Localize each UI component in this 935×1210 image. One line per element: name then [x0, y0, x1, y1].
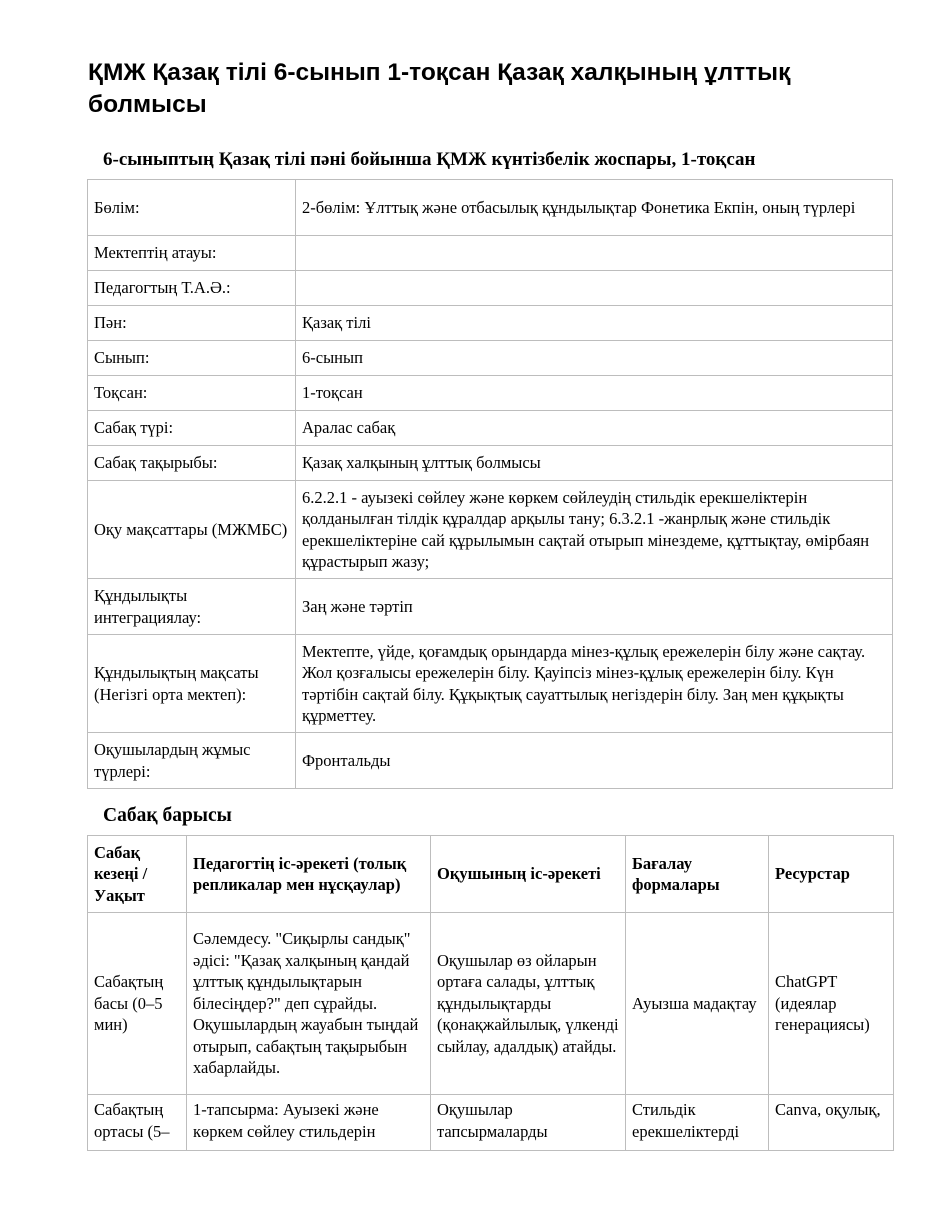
info-label: Сабақ тақырыбы:: [88, 446, 296, 481]
info-value: 2-бөлім: Ұлттық және отбасылық құндылықтар Фонетика Екпін, оның түрлері: [296, 180, 893, 236]
info-value: 6-сынып: [296, 341, 893, 376]
info-value: Заң және тәртіп: [296, 579, 893, 635]
table-row: [88, 635, 893, 733]
info-label: Оқу мақсаттары (МЖМБС): [88, 481, 296, 579]
table-row: [88, 733, 893, 789]
column-header-resources: Ресурстар: [769, 836, 894, 913]
lesson-flow-heading: Сабақ барысы: [103, 805, 232, 826]
table-cell: Сабақтың басы (0–5 мин): [88, 913, 187, 1095]
info-label: Оқушылардың жұмыс түрлері:: [88, 733, 296, 789]
plan-subtitle: 6-сыныптың Қазақ тілі пәні бойынша ҚМЖ күнтізбелік жоспары, 1-тоқсан: [103, 149, 756, 170]
column-header-stage: Сабақ кезеңі / Уақыт: [88, 836, 187, 913]
table-cell: ChatGPT (идеялар генерациясы): [769, 913, 894, 1095]
info-value: Мектепте, үйде, қоғамдық орындарда мінез-құлық ережелерін білу және сақтау. Жол қозғалысы ережелерін білу. Қауіпсіз мінез-құлық ережелерін білу. Күн тәртібін сақтай білу. Құқықтық сауаттылық негіздерін білу. Заң мен құқықты құрметтеу.: [296, 635, 893, 733]
table-row: [88, 1095, 894, 1151]
info-label: Құндылықтың мақсаты (Негізгі орта мектеп):: [88, 635, 296, 733]
lesson-flow-table: [87, 835, 894, 1151]
column-header-assessment: Бағалау формалары: [626, 836, 769, 913]
info-value: 1-тоқсан: [296, 376, 893, 411]
lesson-info-table: [87, 179, 893, 789]
table-row: [88, 376, 893, 411]
table-row: [88, 306, 893, 341]
info-value: 6.2.2.1 - ауызекі сөйлеу және көркем сөйлеудің стильдік ерекшеліктерін қолданылған тілдік құралдар арқылы тану; 6.3.2.1 -жанрлық және стильдік ерекшеліктеріне сай құрылымын сақтай отырып мінездеме, құттықтау, өмірбаян құрастырып жазу;: [296, 481, 893, 579]
table-row: [88, 913, 894, 1095]
info-value: Фронтальды: [296, 733, 893, 789]
table-cell: Оқушылар тапсырмаларды: [431, 1095, 626, 1151]
table-row: [88, 411, 893, 446]
document-title: ҚМЖ Қазақ тілі 6-сынып 1-тоқсан Қазақ халқының ұлттық болмысы: [88, 59, 791, 118]
table-row: [88, 481, 893, 579]
info-label: Бөлім:: [88, 180, 296, 236]
table-row: [88, 446, 893, 481]
table-row: [88, 236, 893, 271]
table-row: [88, 341, 893, 376]
column-header-student-activity: Оқушының іс-әрекеті: [431, 836, 626, 913]
info-label: Тоқсан:: [88, 376, 296, 411]
table-cell: 1-тапсырма: Ауызекі және көркем сөйлеу стильдерін: [187, 1095, 431, 1151]
table-row: [88, 271, 893, 306]
info-label: Сабақ түрі:: [88, 411, 296, 446]
table-cell: Стильдік ерекшеліктерді: [626, 1095, 769, 1151]
info-value: [296, 271, 893, 306]
table-cell: Ауызша мадақтау: [626, 913, 769, 1095]
info-value: [296, 236, 893, 271]
table-cell: Оқушылар өз ойларын ортаға салады, ұлттық құндылықтарды (қонақжайлылық, үлкенді сыйлау, адалдық) атайды.: [431, 913, 626, 1095]
info-value: Қазақ халқының ұлттық болмысы: [296, 446, 893, 481]
table-row: [88, 180, 893, 236]
column-header-teacher-activity: Педагогтің іс-әрекеті (толық репликалар мен нұсқаулар): [187, 836, 431, 913]
table-cell: Сабақтың ортасы (5–: [88, 1095, 187, 1151]
info-value: Қазақ тілі: [296, 306, 893, 341]
table-header-row: [88, 836, 894, 913]
info-label: Педагогтың Т.А.Ә.:: [88, 271, 296, 306]
table-cell: Сәлемдесу. "Сиқырлы сандық" әдісі: "Қазақ халқының қандай ұлттық құндылықтарын білесіңдер?" деп сұрайды. Оқушылардың жауабын тыңдай отырып, сабақтың тақырыбын хабарлайды.: [187, 913, 431, 1095]
table-row: [88, 579, 893, 635]
info-value: Аралас сабақ: [296, 411, 893, 446]
info-label: Құндылықты интеграциялау:: [88, 579, 296, 635]
info-label: Сынып:: [88, 341, 296, 376]
info-label: Мектептің атауы:: [88, 236, 296, 271]
table-cell: Canva, оқулық,: [769, 1095, 894, 1151]
info-label: Пән:: [88, 306, 296, 341]
